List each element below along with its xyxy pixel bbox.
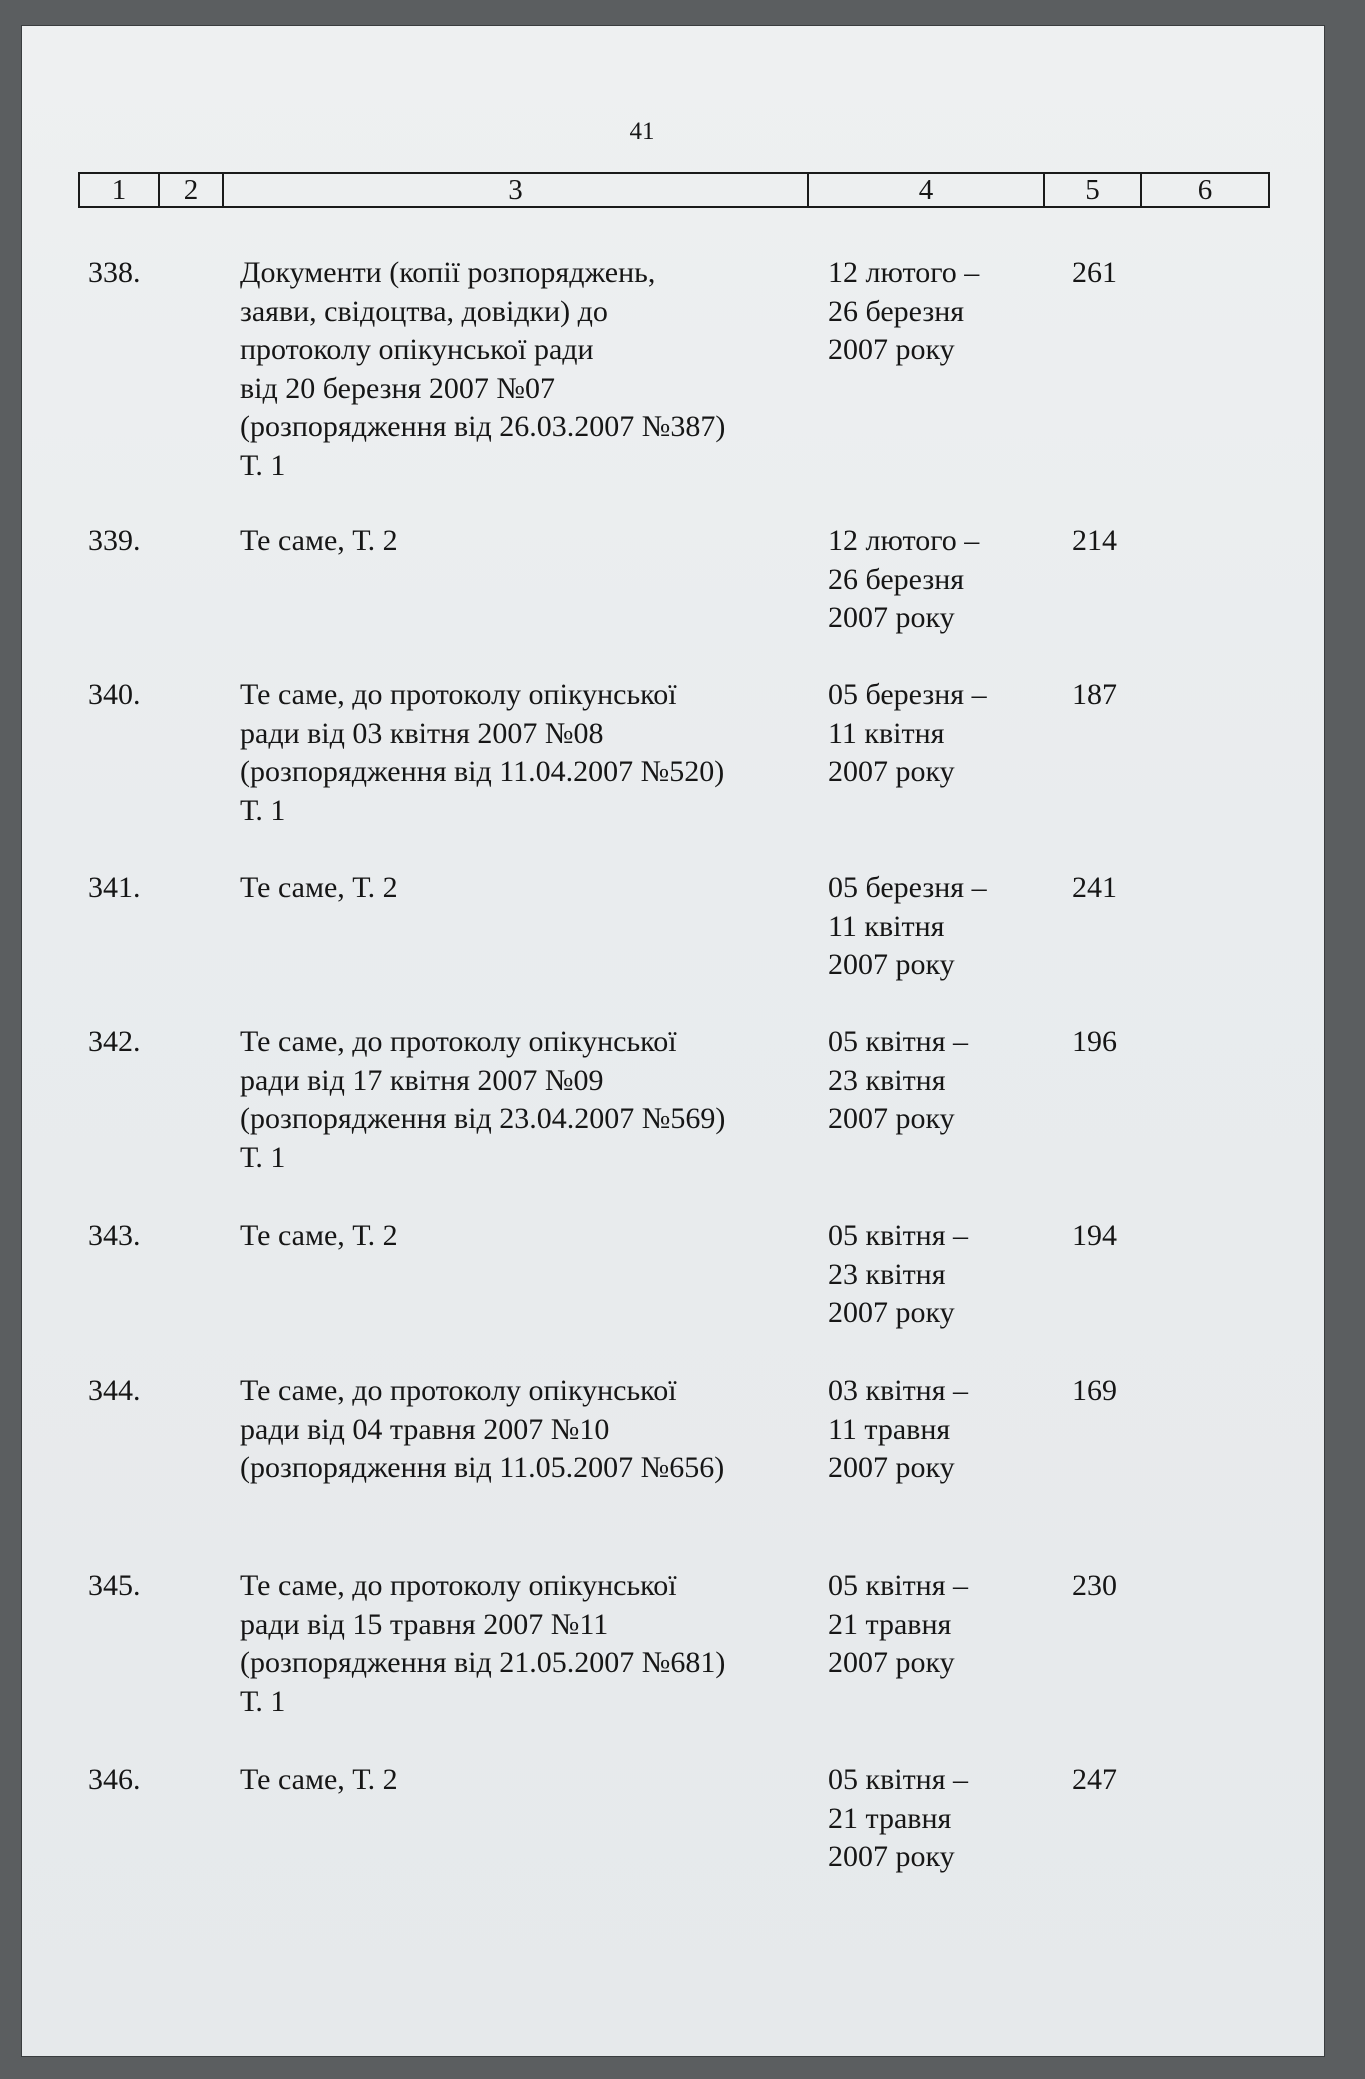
date-line: 2007 року — [828, 333, 955, 366]
record-dates — [828, 1372, 1068, 1488]
description-line: від 20 березня 2007 №07 — [240, 371, 555, 405]
description-line: ради від 03 квітня 2007 №08 — [240, 716, 604, 750]
record-dates — [828, 522, 1068, 638]
record-description — [240, 1372, 840, 1488]
description-line: Т. 1 — [240, 1684, 286, 1718]
record-number: 344. — [88, 1374, 141, 1407]
date-line: 23 квітня — [828, 1063, 946, 1097]
description-line: ради від 17 квітня 2007 №09 — [240, 1063, 604, 1097]
date-line: 23 квітня — [828, 1257, 946, 1291]
record-sheet-count: 169 — [1072, 1374, 1117, 1407]
date-line: 21 травня — [828, 1801, 952, 1835]
date-line: 2007 року — [828, 1840, 955, 1873]
record-dates — [828, 1567, 1068, 1683]
description-line: ради від 15 травня 2007 №11 — [240, 1607, 609, 1641]
record-description — [240, 869, 840, 908]
record-number: 343. — [88, 1219, 141, 1252]
record-description — [240, 1217, 840, 1256]
date-line: 2007 року — [828, 1102, 955, 1135]
record-description — [240, 254, 840, 485]
date-line: 2007 року — [828, 755, 955, 788]
description-line: Те саме, Т. 2 — [240, 1763, 398, 1796]
record-dates — [828, 1023, 1068, 1139]
record-sheet-count: 187 — [1072, 678, 1117, 711]
date-line: 11 травня — [828, 1412, 951, 1446]
date-line: 11 квітня — [828, 716, 945, 750]
record-sheet-count: 230 — [1072, 1569, 1117, 1602]
document-page — [22, 26, 1324, 2056]
description-line: заяви, свідоцтва, довідки) до — [240, 294, 608, 328]
description-line: (розпорядження від 11.05.2007 №656) — [240, 1451, 725, 1484]
date-line: 05 березня – — [828, 678, 987, 711]
date-line: 2007 року — [828, 948, 955, 981]
record-dates — [828, 1217, 1068, 1333]
column-header-row — [78, 172, 1270, 208]
column-header-1: 1 — [80, 174, 160, 206]
date-line: 11 квітня — [828, 909, 945, 943]
column-header-3: 3 — [224, 174, 809, 206]
description-line: протоколу опікунської ради — [240, 333, 594, 366]
record-description — [240, 1567, 840, 1721]
page-number: 41 — [629, 118, 655, 145]
date-line: 03 квітня – — [828, 1374, 969, 1407]
description-line: Те саме, до протоколу опікунської — [240, 1025, 677, 1058]
record-description — [240, 522, 840, 561]
date-line: 05 квітня – — [828, 1025, 969, 1058]
record-sheet-count: 214 — [1072, 524, 1117, 557]
record-sheet-count: 261 — [1072, 256, 1117, 289]
column-header-4: 4 — [809, 174, 1045, 206]
record-number: 340. — [88, 678, 141, 711]
description-line: Т. 1 — [240, 793, 286, 827]
record-dates — [828, 254, 1068, 370]
record-description — [240, 1761, 840, 1800]
date-line: 2007 року — [828, 601, 955, 634]
description-line: Т. 1 — [240, 1140, 286, 1174]
description-line: Те саме, Т. 2 — [240, 1219, 398, 1252]
description-line: (розпорядження від 26.03.2007 №387) — [240, 410, 726, 443]
record-dates — [828, 676, 1068, 792]
date-line: 05 квітня – — [828, 1569, 969, 1602]
record-sheet-count: 194 — [1072, 1219, 1117, 1252]
date-line: 05 квітня – — [828, 1763, 969, 1796]
record-dates — [828, 869, 1068, 985]
date-line: 05 березня – — [828, 871, 987, 904]
column-header-5: 5 — [1045, 174, 1142, 206]
description-line: (розпорядження від 11.04.2007 №520) — [240, 755, 725, 788]
description-line: Те саме, Т. 2 — [240, 524, 398, 557]
description-line: Те саме, до протоколу опікунської — [240, 678, 677, 711]
record-description — [240, 676, 840, 830]
date-line: 26 березня — [828, 294, 965, 328]
record-number: 339. — [88, 524, 141, 557]
record-sheet-count: 247 — [1072, 1763, 1117, 1796]
date-line: 2007 року — [828, 1296, 955, 1329]
date-line: 26 березня — [828, 562, 965, 596]
date-line: 05 квітня – — [828, 1219, 969, 1252]
description-line: (розпорядження від 21.05.2007 №681) — [240, 1646, 726, 1679]
record-number: 338. — [88, 256, 141, 289]
description-line: Те саме, до протоколу опікунської — [240, 1569, 677, 1602]
date-line: 2007 року — [828, 1646, 955, 1679]
description-line: (розпорядження від 23.04.2007 №569) — [240, 1102, 726, 1135]
date-line: 21 травня — [828, 1607, 952, 1641]
column-header-2: 2 — [160, 174, 224, 206]
description-line: Т. 1 — [240, 448, 286, 482]
description-line: Документи (копії розпоряджень, — [240, 256, 656, 289]
record-description — [240, 1023, 840, 1177]
date-line: 12 лютого – — [828, 256, 980, 289]
record-number: 346. — [88, 1763, 141, 1796]
description-line: Те саме, Т. 2 — [240, 871, 398, 904]
date-line: 2007 року — [828, 1451, 955, 1484]
column-header-6: 6 — [1197, 173, 1213, 206]
record-number: 345. — [88, 1569, 141, 1602]
record-number: 341. — [88, 871, 141, 904]
date-line: 12 лютого – — [828, 524, 980, 557]
record-dates — [828, 1761, 1068, 1877]
record-number: 342. — [88, 1025, 141, 1058]
record-sheet-count: 241 — [1072, 871, 1117, 904]
description-line: Те саме, до протоколу опікунської — [240, 1374, 677, 1407]
record-sheet-count: 196 — [1072, 1025, 1117, 1058]
description-line: ради від 04 травня 2007 №10 — [240, 1412, 610, 1446]
